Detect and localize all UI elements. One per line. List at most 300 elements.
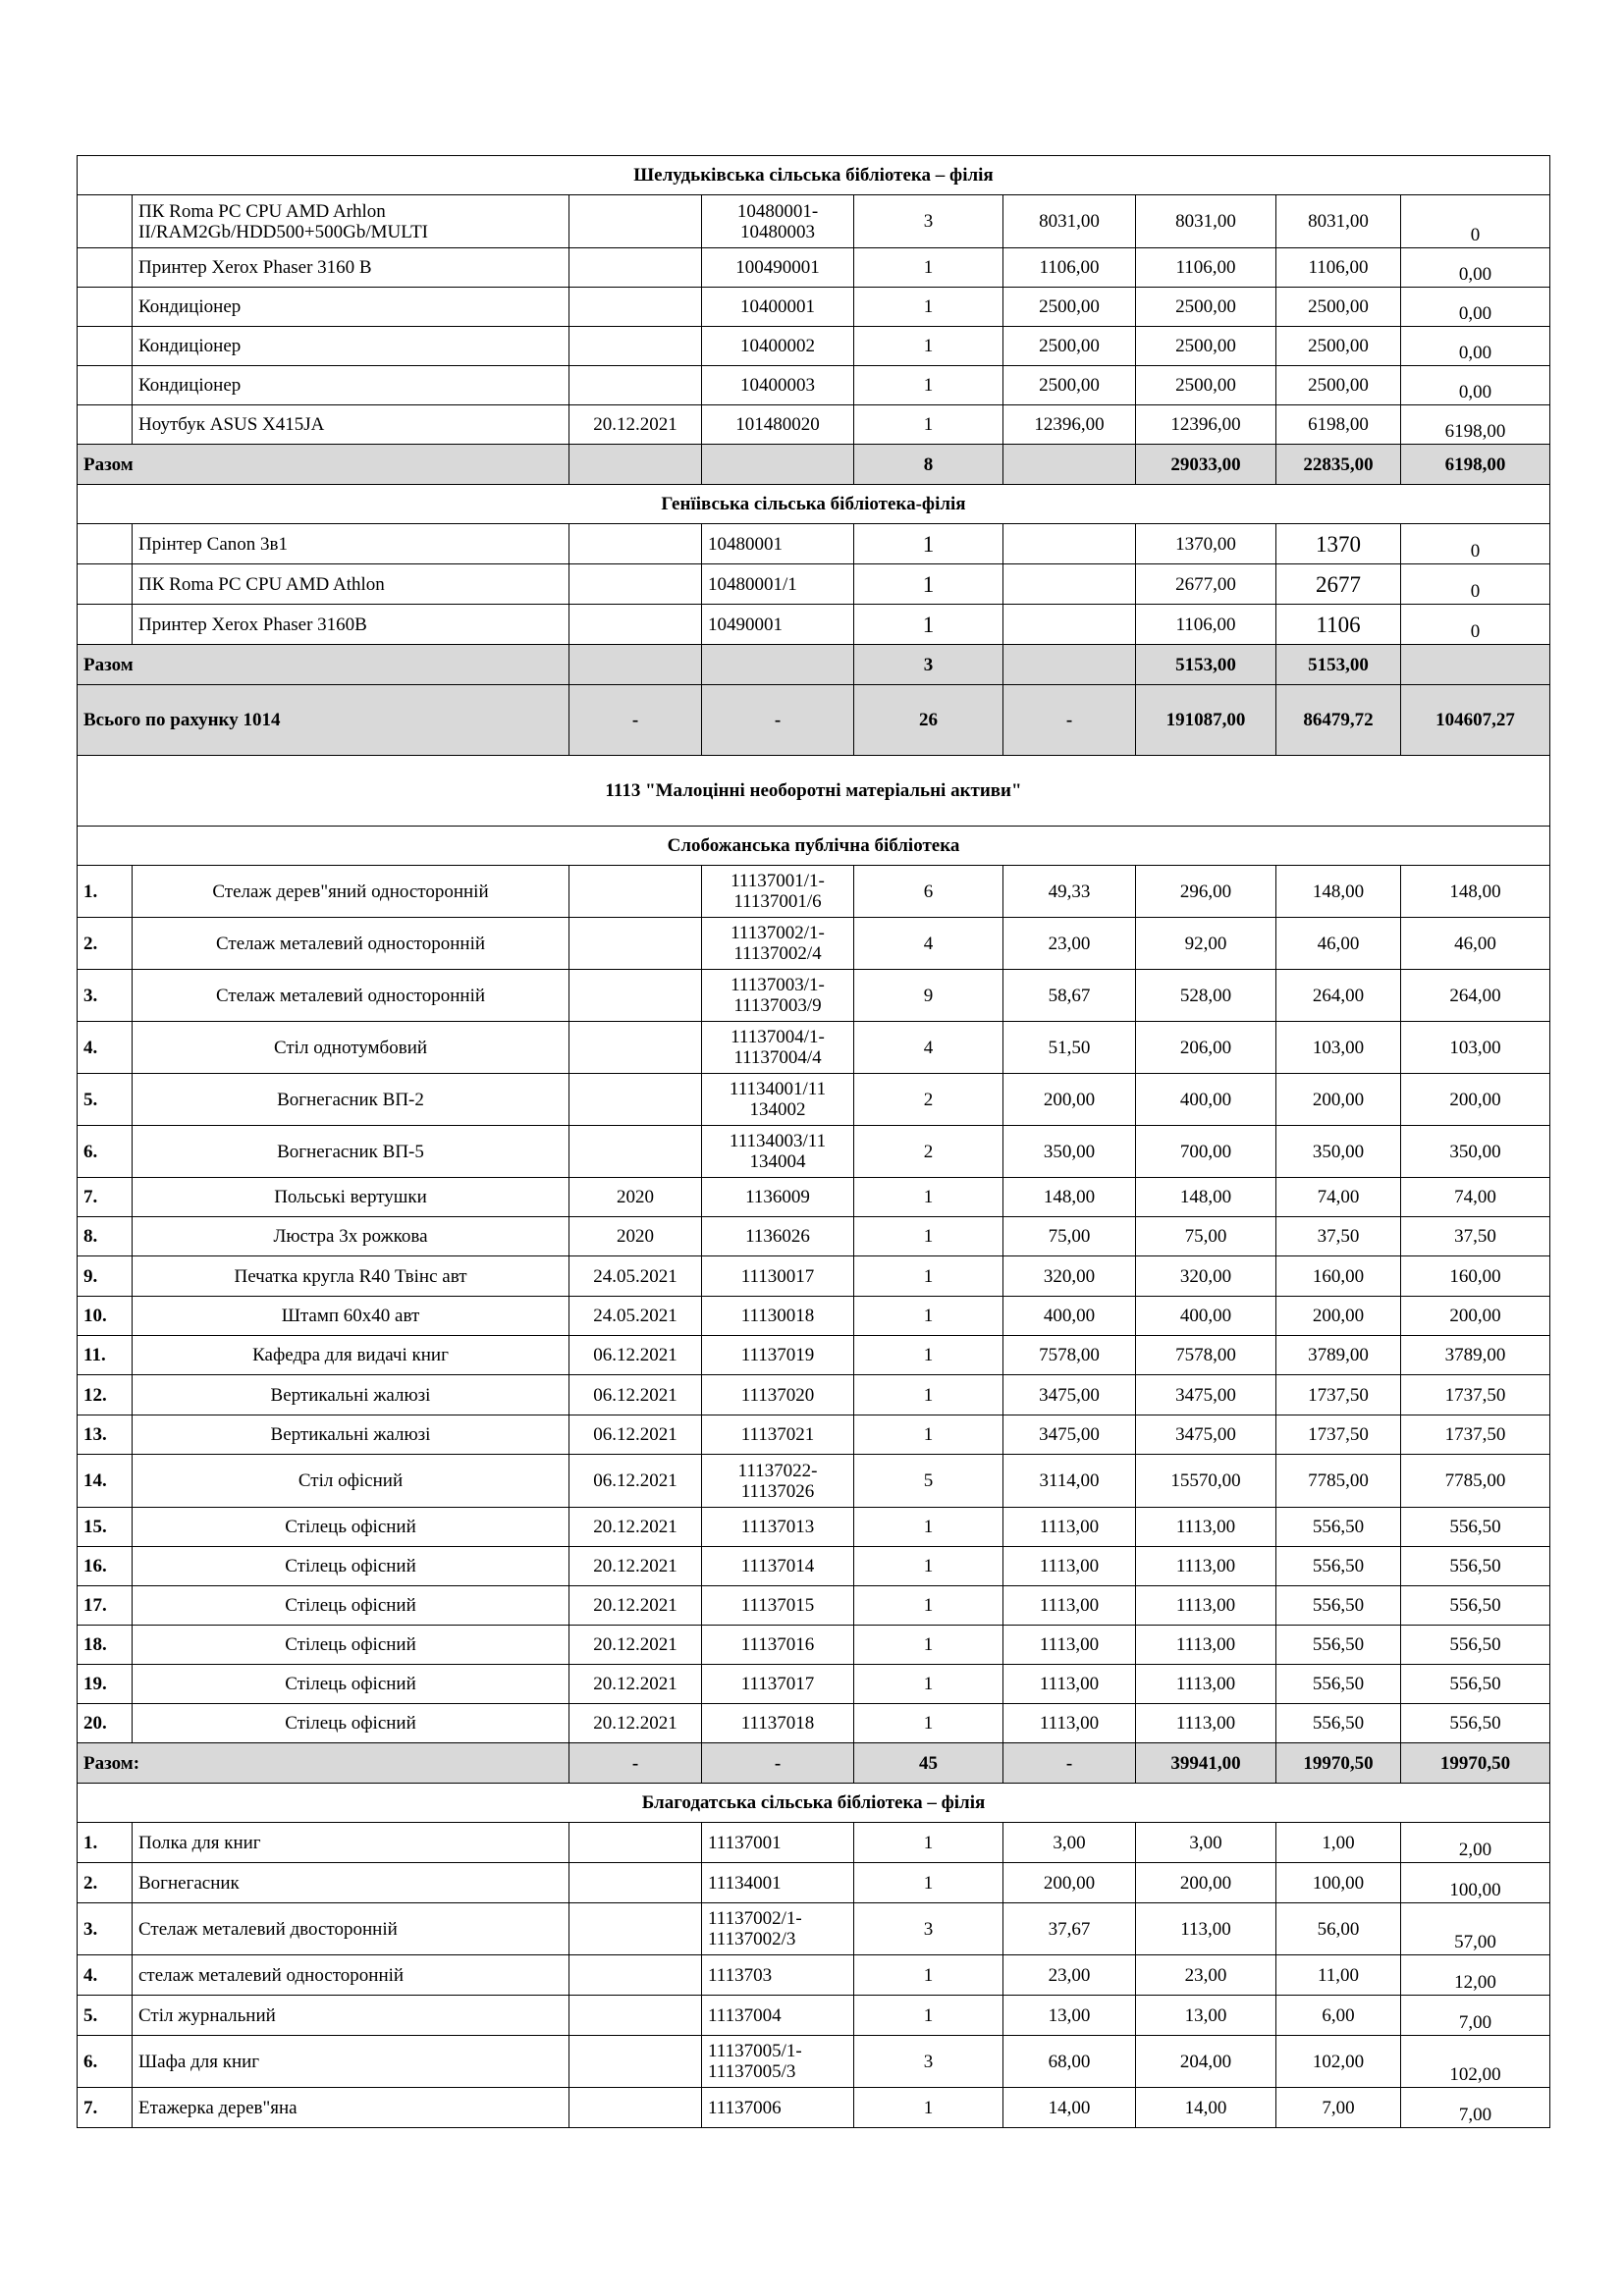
total-value: 1113,00 (1136, 1586, 1276, 1626)
total-quantity: 26 (854, 685, 1003, 756)
unit-price: 3475,00 (1003, 1415, 1136, 1455)
total-inventory: - (702, 685, 854, 756)
total-value: 3475,00 (1136, 1415, 1276, 1455)
row-number (78, 288, 133, 327)
total-value: 5153,00 (1136, 645, 1276, 685)
date-cell (569, 605, 702, 645)
row-number: 9. (78, 1256, 133, 1297)
total-value: 296,00 (1136, 866, 1276, 918)
inventory-number: 11137001 (702, 1823, 854, 1863)
unit-price: 1113,00 (1003, 1626, 1136, 1665)
residual-value: 200,00 (1401, 1297, 1550, 1336)
unit-price: 2500,00 (1003, 288, 1136, 327)
total-value: 200,00 (1136, 1863, 1276, 1903)
date-cell: 20.12.2021 (569, 1586, 702, 1626)
table-row (78, 1955, 1550, 1996)
total-value: 113,00 (1136, 1903, 1276, 1955)
total-label: Разом (78, 645, 569, 685)
total-value: 13,00 (1136, 1996, 1276, 2036)
unit-price: 23,00 (1003, 1955, 1136, 1996)
row-number (78, 327, 133, 366)
row-number: 6. (78, 2036, 133, 2088)
unit-price: 49,33 (1003, 866, 1136, 918)
inventory-number: 11134001/11 134002 (702, 1074, 854, 1126)
quantity: 4 (854, 918, 1003, 970)
date-cell: 06.12.2021 (569, 1415, 702, 1455)
quantity: 1 (854, 1586, 1003, 1626)
quantity: 1 (854, 2088, 1003, 2128)
total-value: 12396,00 (1136, 405, 1276, 445)
item-name: Печатка кругла R40 Твінс авт (133, 1256, 569, 1297)
total-value: 2500,00 (1136, 327, 1276, 366)
quantity: 1 (854, 524, 1003, 564)
total-value: 8031,00 (1136, 195, 1276, 248)
depreciation: 2500,00 (1276, 288, 1401, 327)
table-row (78, 1375, 1550, 1415)
total-value: 75,00 (1136, 1217, 1276, 1256)
quantity: 1 (854, 1217, 1003, 1256)
row-number: 1. (78, 1823, 133, 1863)
section-title: Слобожанська публічна бібліотека (78, 827, 1550, 866)
row-number: 8. (78, 1217, 133, 1256)
table-row (78, 248, 1550, 288)
total-value: 39941,00 (1136, 1743, 1276, 1784)
total-depreciation: 86479,72 (1276, 685, 1401, 756)
residual-value: 46,00 (1401, 918, 1550, 970)
inventory-number: 11137004/1-11137004/4 (702, 1022, 854, 1074)
total-inventory (702, 645, 854, 685)
quantity: 1 (854, 1375, 1003, 1415)
residual-value: 0,00 (1401, 288, 1550, 327)
quantity: 1 (854, 1547, 1003, 1586)
total-depreciation: 19970,50 (1276, 1743, 1401, 1784)
unit-price: 7578,00 (1003, 1336, 1136, 1375)
item-name: стелаж металевий односторонній (133, 1955, 569, 1996)
row-number (78, 405, 133, 445)
unit-price: 8031,00 (1003, 195, 1136, 248)
quantity: 1 (854, 564, 1003, 605)
date-cell (569, 2088, 702, 2128)
depreciation: 556,50 (1276, 1508, 1401, 1547)
item-name: Стіл офісний (133, 1455, 569, 1508)
quantity: 1 (854, 327, 1003, 366)
unit-price (1003, 564, 1136, 605)
table-row (78, 1903, 1550, 1955)
table-row (78, 2088, 1550, 2128)
residual-value: 6198,00 (1401, 405, 1550, 445)
inventory-number: 10400001 (702, 288, 854, 327)
inventory-number: 11137017 (702, 1665, 854, 1704)
inventory-number: 11137003/1-11137003/9 (702, 970, 854, 1022)
item-name: ПК Roma PC CPU AMD Arhlon II/RAM2Gb/HDD500+500Gb/MULTI (133, 195, 569, 248)
total-value: 700,00 (1136, 1126, 1276, 1178)
unit-price: 1113,00 (1003, 1547, 1136, 1586)
depreciation: 2500,00 (1276, 327, 1401, 366)
inventory-number: 11134003/11 134004 (702, 1126, 854, 1178)
table-row (78, 366, 1550, 405)
account-title-row (78, 756, 1550, 827)
total-row (78, 445, 1550, 485)
unit-price: 13,00 (1003, 1996, 1136, 2036)
depreciation: 556,50 (1276, 1547, 1401, 1586)
item-name: Прінтер Canon 3в1 (133, 524, 569, 564)
row-number (78, 605, 133, 645)
depreciation: 102,00 (1276, 2036, 1401, 2088)
unit-price: 14,00 (1003, 2088, 1136, 2128)
quantity: 1 (854, 1626, 1003, 1665)
inventory-number: 11130018 (702, 1297, 854, 1336)
table-row (78, 1547, 1550, 1586)
item-name: Вертикальні жалюзі (133, 1375, 569, 1415)
date-cell: 2020 (569, 1217, 702, 1256)
unit-price: 3114,00 (1003, 1455, 1136, 1508)
depreciation: 7785,00 (1276, 1455, 1401, 1508)
table-row (78, 918, 1550, 970)
total-label: Разом (78, 445, 569, 485)
inventory-number: 11134001 (702, 1863, 854, 1903)
total-inventory: - (702, 1743, 854, 1784)
table-row (78, 195, 1550, 248)
inventory-number: 10400003 (702, 366, 854, 405)
date-cell (569, 1863, 702, 1903)
table-row (78, 1178, 1550, 1217)
total-value: 7578,00 (1136, 1336, 1276, 1375)
residual-value: 57,00 (1401, 1903, 1550, 1955)
quantity: 6 (854, 866, 1003, 918)
date-cell (569, 366, 702, 405)
inventory-number: 11137021 (702, 1415, 854, 1455)
residual-value: 74,00 (1401, 1178, 1550, 1217)
inventory-number: 11137004 (702, 1996, 854, 2036)
account-title: 1113 "Малоцінні необоротні матеріальні активи" (78, 756, 1550, 827)
section-header-row (78, 827, 1550, 866)
section-header-row (78, 485, 1550, 524)
quantity: 1 (854, 1415, 1003, 1455)
row-number: 4. (78, 1955, 133, 1996)
item-name: Ноутбук ASUS X415JA (133, 405, 569, 445)
unit-price: 1113,00 (1003, 1665, 1136, 1704)
quantity: 4 (854, 1022, 1003, 1074)
total-date (569, 445, 702, 485)
residual-value: 100,00 (1401, 1863, 1550, 1903)
table-row (78, 1126, 1550, 1178)
total-label: Всього по рахунку 1014 (78, 685, 569, 756)
total-value: 1113,00 (1136, 1665, 1276, 1704)
date-cell (569, 1074, 702, 1126)
quantity: 5 (854, 1455, 1003, 1508)
inventory-number: 11137006 (702, 2088, 854, 2128)
residual-value: 0,00 (1401, 248, 1550, 288)
depreciation: 1106,00 (1276, 248, 1401, 288)
row-number (78, 524, 133, 564)
date-cell: 06.12.2021 (569, 1375, 702, 1415)
depreciation: 3789,00 (1276, 1336, 1401, 1375)
total-unit-price (1003, 445, 1136, 485)
quantity: 1 (854, 1178, 1003, 1217)
table-row (78, 1297, 1550, 1336)
quantity: 3 (854, 1903, 1003, 1955)
table-row (78, 1823, 1550, 1863)
item-name: Стіл журнальний (133, 1996, 569, 2036)
residual-value: 1737,50 (1401, 1375, 1550, 1415)
depreciation: 556,50 (1276, 1665, 1401, 1704)
inventory-number: 1136026 (702, 1217, 854, 1256)
unit-price: 200,00 (1003, 1863, 1136, 1903)
item-name: Вогнегасник ВП-2 (133, 1074, 569, 1126)
depreciation: 37,50 (1276, 1217, 1401, 1256)
unit-price: 1113,00 (1003, 1704, 1136, 1743)
total-value: 191087,00 (1136, 685, 1276, 756)
quantity: 2 (854, 1074, 1003, 1126)
residual-value: 556,50 (1401, 1586, 1550, 1626)
date-cell: 20.12.2021 (569, 1665, 702, 1704)
date-cell (569, 288, 702, 327)
row-number: 16. (78, 1547, 133, 1586)
total-value: 14,00 (1136, 2088, 1276, 2128)
total-date: - (569, 1743, 702, 1784)
depreciation: 2677 (1276, 564, 1401, 605)
table-row (78, 1704, 1550, 1743)
item-name: Стілець офісний (133, 1626, 569, 1665)
table-row (78, 1256, 1550, 1297)
table-row (78, 1217, 1550, 1256)
unit-price: 1113,00 (1003, 1508, 1136, 1547)
quantity: 1 (854, 366, 1003, 405)
date-cell (569, 866, 702, 918)
inventory-number: 11137001/1-11137001/6 (702, 866, 854, 918)
depreciation: 160,00 (1276, 1256, 1401, 1297)
residual-value: 200,00 (1401, 1074, 1550, 1126)
unit-price: 350,00 (1003, 1126, 1136, 1178)
quantity: 1 (854, 1996, 1003, 2036)
total-value: 148,00 (1136, 1178, 1276, 1217)
date-cell (569, 918, 702, 970)
residual-value: 556,50 (1401, 1626, 1550, 1665)
total-value: 204,00 (1136, 2036, 1276, 2088)
residual-value: 0 (1401, 564, 1550, 605)
total-residual: 19970,50 (1401, 1743, 1550, 1784)
depreciation: 56,00 (1276, 1903, 1401, 1955)
quantity: 1 (854, 288, 1003, 327)
quantity: 9 (854, 970, 1003, 1022)
total-value: 1106,00 (1136, 248, 1276, 288)
item-name: Стілець офісний (133, 1665, 569, 1704)
item-name: Шафа для книг (133, 2036, 569, 2088)
inventory-number: 11137019 (702, 1336, 854, 1375)
table-row (78, 1665, 1550, 1704)
unit-price: 2500,00 (1003, 327, 1136, 366)
row-number (78, 248, 133, 288)
grand-total-row (78, 685, 1550, 756)
inventory-number: 11137005/1-11137005/3 (702, 2036, 854, 2088)
total-quantity: 3 (854, 645, 1003, 685)
unit-price: 3,00 (1003, 1823, 1136, 1863)
inventory-table (77, 155, 1550, 2128)
inventory-number: 100490001 (702, 248, 854, 288)
residual-value: 160,00 (1401, 1256, 1550, 1297)
section-title: Благодатська сільська бібліотека – філія (78, 1784, 1550, 1823)
quantity: 1 (854, 605, 1003, 645)
total-value: 2500,00 (1136, 288, 1276, 327)
residual-value: 0 (1401, 605, 1550, 645)
total-depreciation: 5153,00 (1276, 645, 1401, 685)
depreciation: 200,00 (1276, 1074, 1401, 1126)
date-cell (569, 1823, 702, 1863)
date-cell: 2020 (569, 1178, 702, 1217)
inventory-number: 11137014 (702, 1547, 854, 1586)
row-number: 3. (78, 970, 133, 1022)
item-name: Люстра 3х рожкова (133, 1217, 569, 1256)
date-cell: 24.05.2021 (569, 1256, 702, 1297)
total-value: 528,00 (1136, 970, 1276, 1022)
date-cell (569, 1955, 702, 1996)
inventory-number: 1113703 (702, 1955, 854, 1996)
inventory-number: 10480001/1 (702, 564, 854, 605)
item-name: Стелаж металевий односторонній (133, 970, 569, 1022)
residual-value: 102,00 (1401, 2036, 1550, 2088)
depreciation: 8031,00 (1276, 195, 1401, 248)
inventory-number: 10480001 (702, 524, 854, 564)
row-number: 5. (78, 1996, 133, 2036)
total-value: 2500,00 (1136, 366, 1276, 405)
inventory-number: 10490001 (702, 605, 854, 645)
unit-price (1003, 524, 1136, 564)
table-row (78, 1074, 1550, 1126)
residual-value: 1737,50 (1401, 1415, 1550, 1455)
unit-price (1003, 605, 1136, 645)
date-cell: 24.05.2021 (569, 1297, 702, 1336)
total-value: 1370,00 (1136, 524, 1276, 564)
item-name: Кондиціонер (133, 288, 569, 327)
row-number: 7. (78, 1178, 133, 1217)
depreciation: 2500,00 (1276, 366, 1401, 405)
item-name: Кондиціонер (133, 366, 569, 405)
unit-price: 1113,00 (1003, 1586, 1136, 1626)
item-name: Кондиціонер (133, 327, 569, 366)
item-name: Стілець офісний (133, 1586, 569, 1626)
table-row (78, 1455, 1550, 1508)
date-cell (569, 1996, 702, 2036)
quantity: 1 (854, 1665, 1003, 1704)
depreciation: 1,00 (1276, 1823, 1401, 1863)
quantity: 1 (854, 1336, 1003, 1375)
item-name: Вертикальні жалюзі (133, 1415, 569, 1455)
row-number: 6. (78, 1126, 133, 1178)
table-row (78, 1415, 1550, 1455)
total-label: Разом: (78, 1743, 569, 1784)
inventory-number: 11137013 (702, 1508, 854, 1547)
row-number: 12. (78, 1375, 133, 1415)
item-name: Стелаж металевий односторонній (133, 918, 569, 970)
quantity: 2 (854, 1126, 1003, 1178)
table-row (78, 970, 1550, 1022)
quantity: 3 (854, 2036, 1003, 2088)
depreciation: 264,00 (1276, 970, 1401, 1022)
item-name: Етажерка дерев"яна (133, 2088, 569, 2128)
quantity: 1 (854, 1508, 1003, 1547)
table-row (78, 327, 1550, 366)
unit-price: 1106,00 (1003, 248, 1136, 288)
row-number: 11. (78, 1336, 133, 1375)
date-cell: 20.12.2021 (569, 1626, 702, 1665)
total-value: 1113,00 (1136, 1508, 1276, 1547)
total-value: 206,00 (1136, 1022, 1276, 1074)
total-value: 3475,00 (1136, 1375, 1276, 1415)
residual-value: 264,00 (1401, 970, 1550, 1022)
total-value: 1113,00 (1136, 1626, 1276, 1665)
total-value: 23,00 (1136, 1955, 1276, 1996)
total-value: 15570,00 (1136, 1455, 1276, 1508)
table-row (78, 866, 1550, 918)
item-name: Вогнегасник (133, 1863, 569, 1903)
row-number (78, 195, 133, 248)
residual-value: 7785,00 (1401, 1455, 1550, 1508)
depreciation: 1737,50 (1276, 1415, 1401, 1455)
section-header-row (78, 156, 1550, 195)
total-row (78, 645, 1550, 685)
inventory-number: 11137018 (702, 1704, 854, 1743)
row-number: 19. (78, 1665, 133, 1704)
table-row (78, 288, 1550, 327)
date-cell (569, 1903, 702, 1955)
table-row (78, 1586, 1550, 1626)
residual-value: 0,00 (1401, 327, 1550, 366)
item-name: Принтер Xerox Phaser 3160 B (133, 248, 569, 288)
row-number (78, 564, 133, 605)
table-row (78, 1996, 1550, 2036)
residual-value: 2,00 (1401, 1823, 1550, 1863)
residual-value: 7,00 (1401, 1996, 1550, 2036)
unit-price: 51,50 (1003, 1022, 1136, 1074)
date-cell: 20.12.2021 (569, 1704, 702, 1743)
item-name: Стелаж металевий двосторонній (133, 1903, 569, 1955)
depreciation: 100,00 (1276, 1863, 1401, 1903)
item-name: Штамп 60х40 авт (133, 1297, 569, 1336)
date-cell (569, 1126, 702, 1178)
inventory-number: 11137022-11137026 (702, 1455, 854, 1508)
unit-price: 2500,00 (1003, 366, 1136, 405)
depreciation: 1370 (1276, 524, 1401, 564)
quantity: 1 (854, 1297, 1003, 1336)
total-residual: 6198,00 (1401, 445, 1550, 485)
quantity: 1 (854, 1955, 1003, 1996)
inventory-number: 11137002/1-11137002/3 (702, 1903, 854, 1955)
row-number: 3. (78, 1903, 133, 1955)
row-number: 10. (78, 1297, 133, 1336)
row-number: 20. (78, 1704, 133, 1743)
row-number: 14. (78, 1455, 133, 1508)
date-cell (569, 524, 702, 564)
item-name: Стелаж дерев"яний односторонній (133, 866, 569, 918)
total-value: 400,00 (1136, 1074, 1276, 1126)
date-cell: 20.12.2021 (569, 1508, 702, 1547)
unit-price: 200,00 (1003, 1074, 1136, 1126)
unit-price: 148,00 (1003, 1178, 1136, 1217)
date-cell: 06.12.2021 (569, 1455, 702, 1508)
residual-value: 37,50 (1401, 1217, 1550, 1256)
section-header-row (78, 1784, 1550, 1823)
quantity: 1 (854, 1704, 1003, 1743)
row-number: 18. (78, 1626, 133, 1665)
depreciation: 200,00 (1276, 1297, 1401, 1336)
total-value: 29033,00 (1136, 445, 1276, 485)
total-value: 320,00 (1136, 1256, 1276, 1297)
table-row (78, 1508, 1550, 1547)
residual-value: 556,50 (1401, 1547, 1550, 1586)
residual-value: 556,50 (1401, 1704, 1550, 1743)
item-name: Стілець офісний (133, 1704, 569, 1743)
item-name: ПК Roma PC CPU AMD Athlon (133, 564, 569, 605)
